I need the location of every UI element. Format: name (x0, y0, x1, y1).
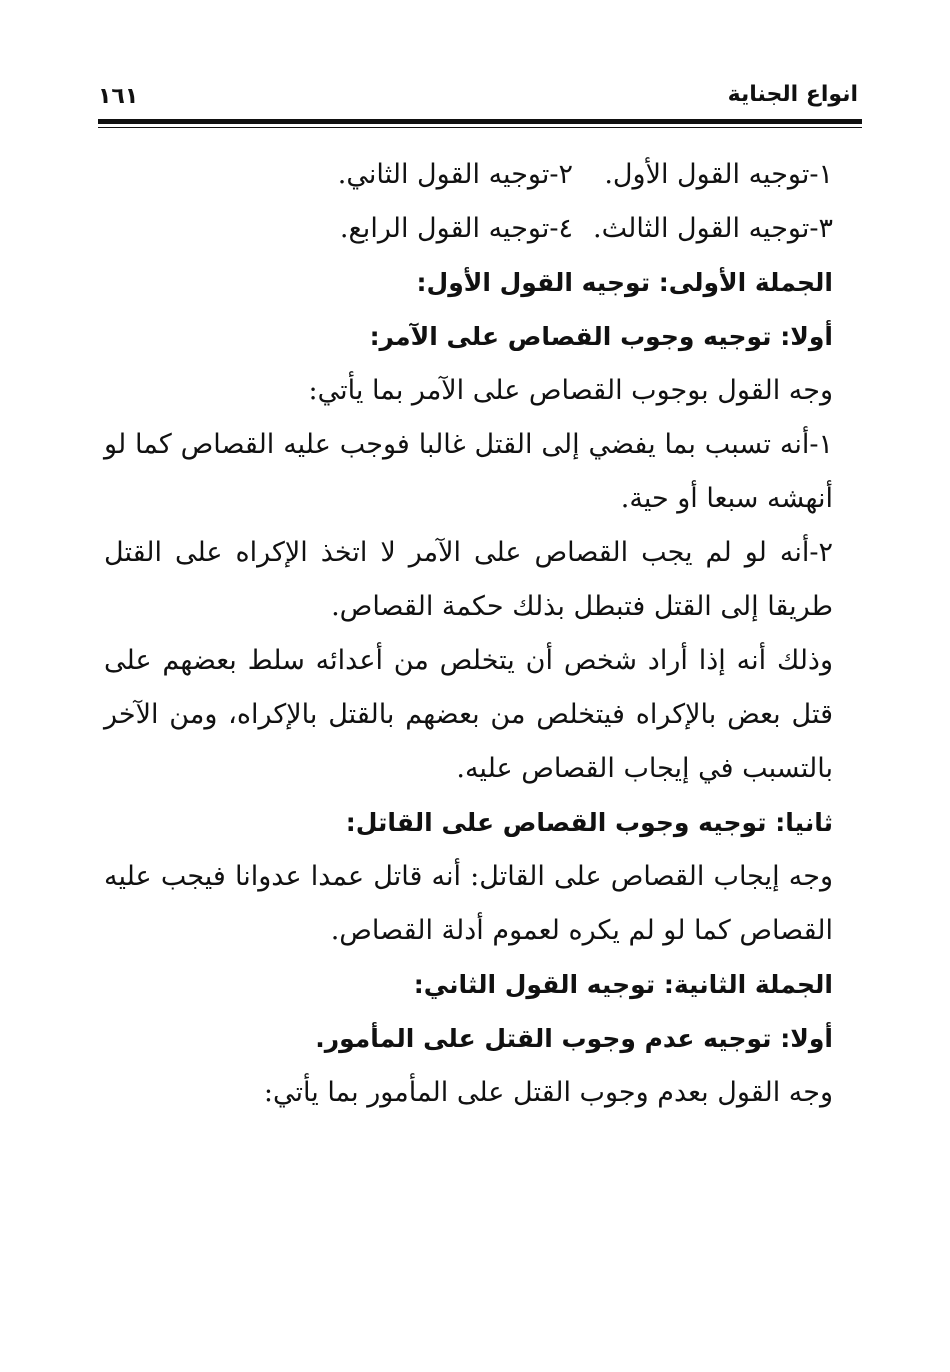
subsection-heading: ثانيا: توجيه وجوب القصاص على القاتل: (345, 808, 833, 837)
subsection-heading: أولا: توجيه وجوب القصاص على الآمر: (369, 322, 833, 351)
list-item: ٤-توجيه القول الرابع. (339, 213, 573, 244)
paragraph: وذلك أنه إذا أراد شخص أن يتخلص من أعدائه سلط بعضهم على قتل بعض بالإكراه فيتخلص من بعضهم بالقتل بالإكراه، ومن الآخر بالتسبب في إيجاب القصاص عليه. (104, 645, 833, 784)
header-rule-thick (98, 119, 862, 124)
page-number: ١٦١ (98, 84, 139, 109)
paragraph: وجه إيجاب القصاص على القاتل: أنه قاتل عمدا عدوانا فيجب عليه القصاص كما لو لم يكره لعموم أدلة القصاص. (104, 861, 833, 946)
paragraph: وجه القول بعدم وجوب القتل على المأمور بما يأتي: (263, 1077, 833, 1108)
paragraph: وجه القول بوجوب القصاص على الآمر بما يأتي: (308, 375, 833, 406)
list-row (104, 148, 833, 202)
paragraph: ٢-أنه لو لم يجب القصاص على الآمر لا اتخذ الإكراه على القتل طريقا إلى القتل فتبطل بذلك حكمة القصاص. (104, 537, 833, 622)
subsection-heading: أولا: توجيه عدم وجوب القتل على المأمور. (315, 1024, 833, 1053)
running-title: انواع الجناية (727, 82, 858, 107)
body-text (104, 148, 833, 1120)
list-item: ٢-توجيه القول الثاني. (337, 159, 573, 190)
list-item: ٣-توجيه القول الثالث. (593, 213, 833, 244)
section-heading: الجملة الأولى: توجيه القول الأول: (416, 268, 833, 297)
header-rule-thin (98, 127, 862, 128)
list-item: ١-توجيه القول الأول. (604, 159, 833, 190)
paragraph: ١-أنه تسبب بما يفضي إلى القتل غالبا فوجب عليه القصاص كما لو أنهشه سبعا أو حية. (104, 429, 833, 514)
page-header (98, 82, 858, 114)
list-row (104, 202, 833, 256)
section-heading: الجملة الثانية: توجيه القول الثاني: (413, 970, 833, 999)
